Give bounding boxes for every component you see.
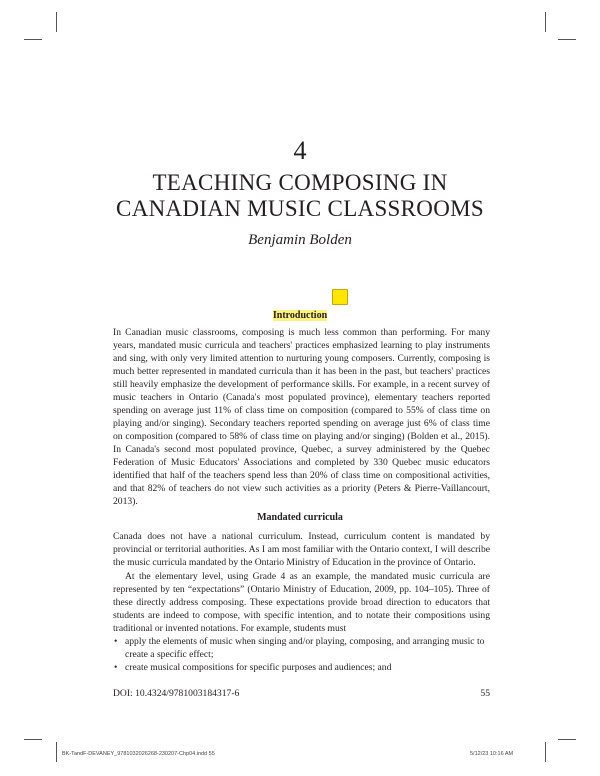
paragraph: Canada does not have a national curriculum. Instead, curriculum content is mandated by provincial or territorial authorities. As I am most familiar with the Ontario context, I will describe the music curricula mandated by the Ontario Ministry of Education in the province of Ontario. [113,531,490,568]
chapter-number: 4 [293,136,307,165]
highlighted-heading: Introduction [272,310,328,321]
crop-mark [545,742,546,762]
list-item-text: apply the elements of music when singing and/or playing, composing, and arranging music to create a specific effect; [125,636,485,660]
crop-mark [24,39,42,40]
crop-mark [56,12,57,32]
bullet-list [113,635,490,674]
crop-mark [24,739,42,740]
crop-mark [545,12,546,32]
footer-doi: DOI: 10.4324/9781003184317-6 [113,688,240,699]
bullet-icon: • [114,662,118,673]
list-item [113,661,490,674]
sticky-note-icon[interactable] [332,289,348,305]
list-item-text: create musical compositions for specific purposes and audiences; and [125,662,392,673]
chapter-title [0,170,600,222]
bullet-icon: • [114,636,118,647]
paragraph: In Canadian music classrooms, composing is much less common than performing. For many years, mandated music curricula and teachers' practices emphasized learning to play instruments and sing, with only very limited attention to nurturing young composers. Currently, composing is much better represented in mandated curricula than it has been in the past, but teachers' practices still heavily emphasize the development of performance skills. For example, in a recent survey of music teachers in Ontario (Canada's most populated province), elementary teachers reported spending on average just 11% of class time on composition (compared to 55% of class time on playing and/or singing). Secondary teachers reported spending on average just 6% of class time on composition (compared to 58% of class time on playing and/or singing) (Bolden et al., 2015). In Canada's second most populated province, Quebec, a survey administered by the Quebec Federation of Music Educators' Associations and completed by 330 Quebec music educators identified that half of the teachers spend less than 20% of class time on compositional activities, and that 82% of teachers do not view such activities as a priority (Peters & Pierre-Vaillancourt, 2013). [113,327,490,507]
page-number: 55 [480,688,490,699]
list-item [113,635,490,661]
crop-mark [558,739,576,740]
section-heading-mandated-curricula: Mandated curricula [257,512,343,523]
printer-timestamp: 5/12/23 10:16 AM [470,751,514,757]
crop-mark [558,39,576,40]
crop-mark [56,742,57,762]
chapter-title-line: CANADIAN MUSIC CLASSROOMS [116,196,484,221]
author-name: Benjamin Bolden [248,232,352,248]
printer-slug: BK-TandF-DEVANEY_9781032026268-230207-Chp04.indd 55 [62,751,215,757]
section-heading-introduction [0,310,600,321]
chapter-title-line: TEACHING COMPOSING IN [152,170,448,195]
paragraph: At the elementary level, using Grade 4 as an example, the mandated music curricula are represented by ten “expectations” (Ontario Ministry of Education, 2009, pp. 104–105). Three of these directly address composing. These expectations provide broad direction to educators that students are indeed to compose, with specific intention, and to notate their compositions using traditional or invented notations. For example, students must [113,571,490,634]
